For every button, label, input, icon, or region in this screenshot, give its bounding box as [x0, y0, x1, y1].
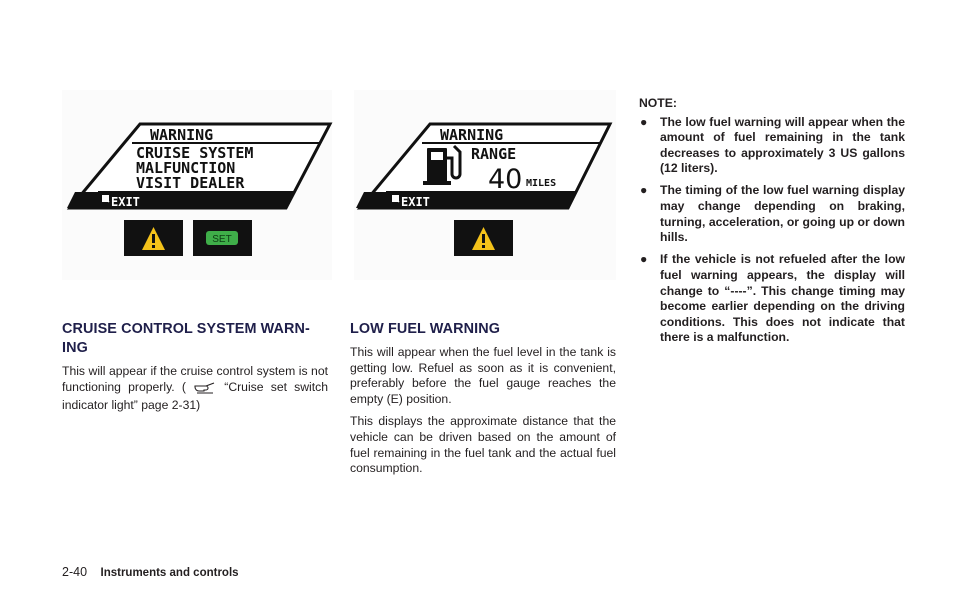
- range-unit: MILES: [526, 178, 557, 189]
- warning-lamp-icon: [454, 220, 513, 256]
- note-section: [639, 96, 905, 352]
- lcd-exit-label: EXIT: [401, 195, 430, 209]
- svg-text:SET: SET: [212, 234, 232, 245]
- note-title: NOTE:: [639, 96, 677, 110]
- page-number: 2-40: [62, 565, 88, 579]
- cruise-warning-body: This will appear if the cruise control system is not functioning properly. ( “Cruise set switch indicator light” page 2-31): [62, 364, 329, 413]
- lcd-exit-bar: [356, 192, 576, 208]
- exit-icon: [392, 195, 399, 202]
- lcd-exit-bar: [67, 192, 294, 208]
- list-item: ● The low fuel warning will appear when the amount of fuel remaining in the tank decreases to approximately 3 US gallons (12 liters).: [640, 114, 905, 176]
- cruise-warning-figure: [58, 80, 338, 280]
- lcd-line-1: CRUISE SYSTEM: [136, 144, 254, 162]
- list-item: ● The timing of the low fuel warning display may change depending on braking, turning, acceleration, or going up or down hills.: [640, 183, 905, 245]
- low-fuel-para-1: This will appear when the fuel level in the tank is getting low. Refuel as soon as it is convenient, preferably before the fuel gauge reaches the empty (E) position.: [350, 345, 616, 406]
- cruise-warning-heading: CRUISE CONTROL SYSTEM WARN- ING: [62, 321, 310, 356]
- list-item: ● If the vehicle is not refueled after the low fuel warning appears, the display will change to “----”. This change timing may become earlier depending on the driving conditions. This does not indicate that there is a malfunction.: [640, 252, 905, 345]
- lcd-line-2: MALFUNCTION: [136, 159, 236, 177]
- note-list: [639, 115, 905, 346]
- lcd-title: WARNING: [150, 126, 214, 144]
- range-value: 40: [488, 164, 523, 195]
- reference-pointer-icon: [193, 380, 217, 399]
- lcd-title: WARNING: [440, 126, 504, 144]
- warning-lamp-icon: [124, 220, 183, 256]
- range-label: RANGE: [471, 145, 517, 163]
- low-fuel-warning-figure: [350, 80, 620, 280]
- exit-icon: [102, 195, 109, 202]
- set-indicator-icon: [193, 220, 252, 256]
- cruise-warning-section: [62, 320, 328, 421]
- low-fuel-warning-heading: LOW FUEL WARNING: [350, 321, 501, 337]
- lcd-line-3: VISIT DEALER: [136, 174, 245, 192]
- low-fuel-para-2: This displays the approximate distance that the vehicle can be driven based on the amount of fuel remaining in the fuel tank and the actual fuel consumption.: [350, 414, 616, 476]
- low-fuel-warning-section: [350, 320, 616, 484]
- section-title: Instruments and controls: [100, 567, 239, 579]
- page-footer: [62, 565, 239, 579]
- lcd-exit-label: EXIT: [111, 195, 140, 209]
